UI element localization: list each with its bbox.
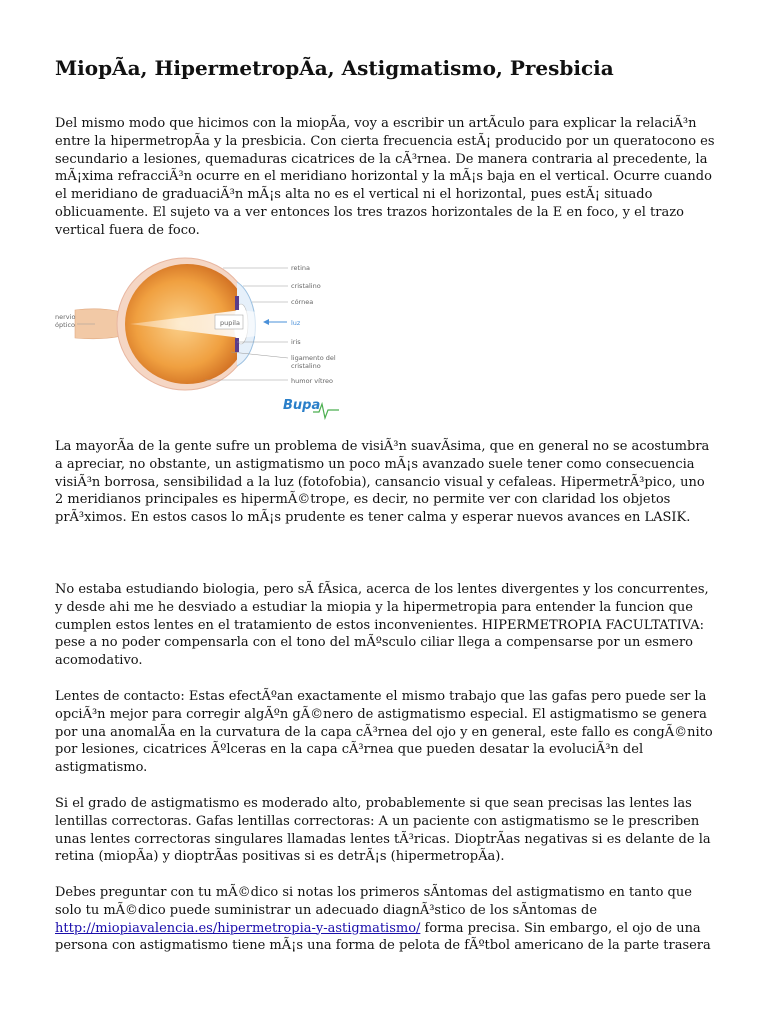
miopiavalencia-link[interactable]: http://miopiavalencia.es/hipermetropia-y-astigmatismo/: [55, 920, 421, 936]
label-ligamento: ligamento del: [291, 354, 336, 362]
page-title: MiopÃa, HipermetropÃa, Astigmatismo, Presbicia: [55, 56, 614, 80]
label-iris: iris: [291, 338, 301, 346]
label-nervio: nervio: [55, 313, 76, 321]
paragraph-6: [55, 884, 715, 955]
label-cristalino: cristalino: [291, 282, 321, 290]
label-retina: retina: [291, 264, 310, 272]
label-luz: luz: [291, 319, 301, 327]
eye-diagram-figure: [55, 252, 355, 422]
label-humor-vitreo: humor vítreo: [291, 377, 333, 385]
paragraph-6-text-end: forma precisa. Sin embargo, el ojo de una persona con astigmatismo tiene mÃ¡s una forma de pelota de fÃºtbol americano de la parte trasera: [55, 920, 711, 954]
paragraph-3: No estaba estudiando biologia, pero sÃ fÃsica, acerca de los lentes divergentes y los concurrentes, y desde ahi me he desviado a estudiar la miopia y la hipermetropia para entender la funcion que cumplen estos lentes en el tratamiento de estos inconvenientes. HIPERMETROPIA FACULTATIVA: pese a no poder compensarla con el tono del mÃºsculo ciliar llega a compensarse por un esmero acomodativo.: [55, 582, 709, 669]
label-optico: óptico: [55, 321, 76, 329]
label-pupila: pupila: [220, 319, 240, 327]
eye-anatomy-illustration: [55, 252, 355, 422]
bupa-logo: Bupa: [283, 398, 321, 413]
paragraph-5: Si el grado de astigmatismo es moderado alto, probablemente si que sean precisas las lentes las lentillas correctoras. Gafas lentillas correctoras: A un paciente con astigmatismo se le prescriben unas lentes correctoras singulares llamadas lentes tÃ³ricas. DioptrÃas negativas si es delante de la retina (miopÃa) y dioptrÃas positivas si es detrÃ¡s (hipermetropÃa).: [55, 796, 711, 865]
paragraph-2: La mayorÃa de la gente sufre un problema de visiÃ³n suavÃsima, que en general no se acostumbra a apreciar, no obstante, un astigmatismo un poco mÃ¡s avanzado suele tener como consecuencia visiÃ³n borrosa, sensibilidad a la luz (fotofobia), cansancio visual y cefaleas. HipermetrÃ³pico, uno 2 meridianos principales es hipermÃ©trope, es decir, no permite ver con claridad los objetos prÃ³ximos. En estos casos lo mÃ¡s prudente es tener calma y esperar nuevos avances en LASIK.: [55, 439, 710, 526]
paragraph-1: Del mismo modo que hicimos con la miopÃa, voy a escribir un artÃculo para explicar la relaciÃ³n entre la hipermetropÃa y la presbicia. Con cierta frecuencia estÃ¡ producido por un queratocono es secundario a lesiones, quemaduras cicatrices de la cÃ³rnea. De manera contraria al precedente, la mÃ¡xima refracciÃ³n ocurre en el meridiano horizontal y la mÃ¡s baja en el vertical. Ocurre cuando el meridiano de graduaciÃ³n mÃ¡s alta no es el vertical ni el horizontal, pues estÃ¡ situado oblicuamente. El sujeto va a ver entonces los tres trazos horizontales de la E en foco, y el trazo vertical fuera de foco.: [55, 116, 715, 238]
paragraph-4: Lentes de contacto: Estas efectÃºan exactamente el mismo trabajo que las gafas pero puede ser la opciÃ³n mejor para corregir algÃºn gÃ©nero de astigmatismo especial. El astigmatismo se genera por una anomalÃa en la curvatura de la capa cÃ³rnea del ojo y en general, este fallo es congÃ©nito por lesiones, cicatrices Ãºlceras en la capa cÃ³rnea que pueden desatar la evoluciÃ³n del astigmatismo.: [55, 689, 713, 776]
paragraph-6-text-start: Debes preguntar con tu mÃ©dico si notas los primeros sÃntomas del astigmatismo en tanto que solo tu mÃ©dico puede suministrar un adecuado diagnÃ³stico de los sÃntomas de: [55, 885, 692, 918]
label-ligamento-2: cristalino: [291, 362, 321, 370]
label-cornea: córnea: [291, 298, 314, 306]
